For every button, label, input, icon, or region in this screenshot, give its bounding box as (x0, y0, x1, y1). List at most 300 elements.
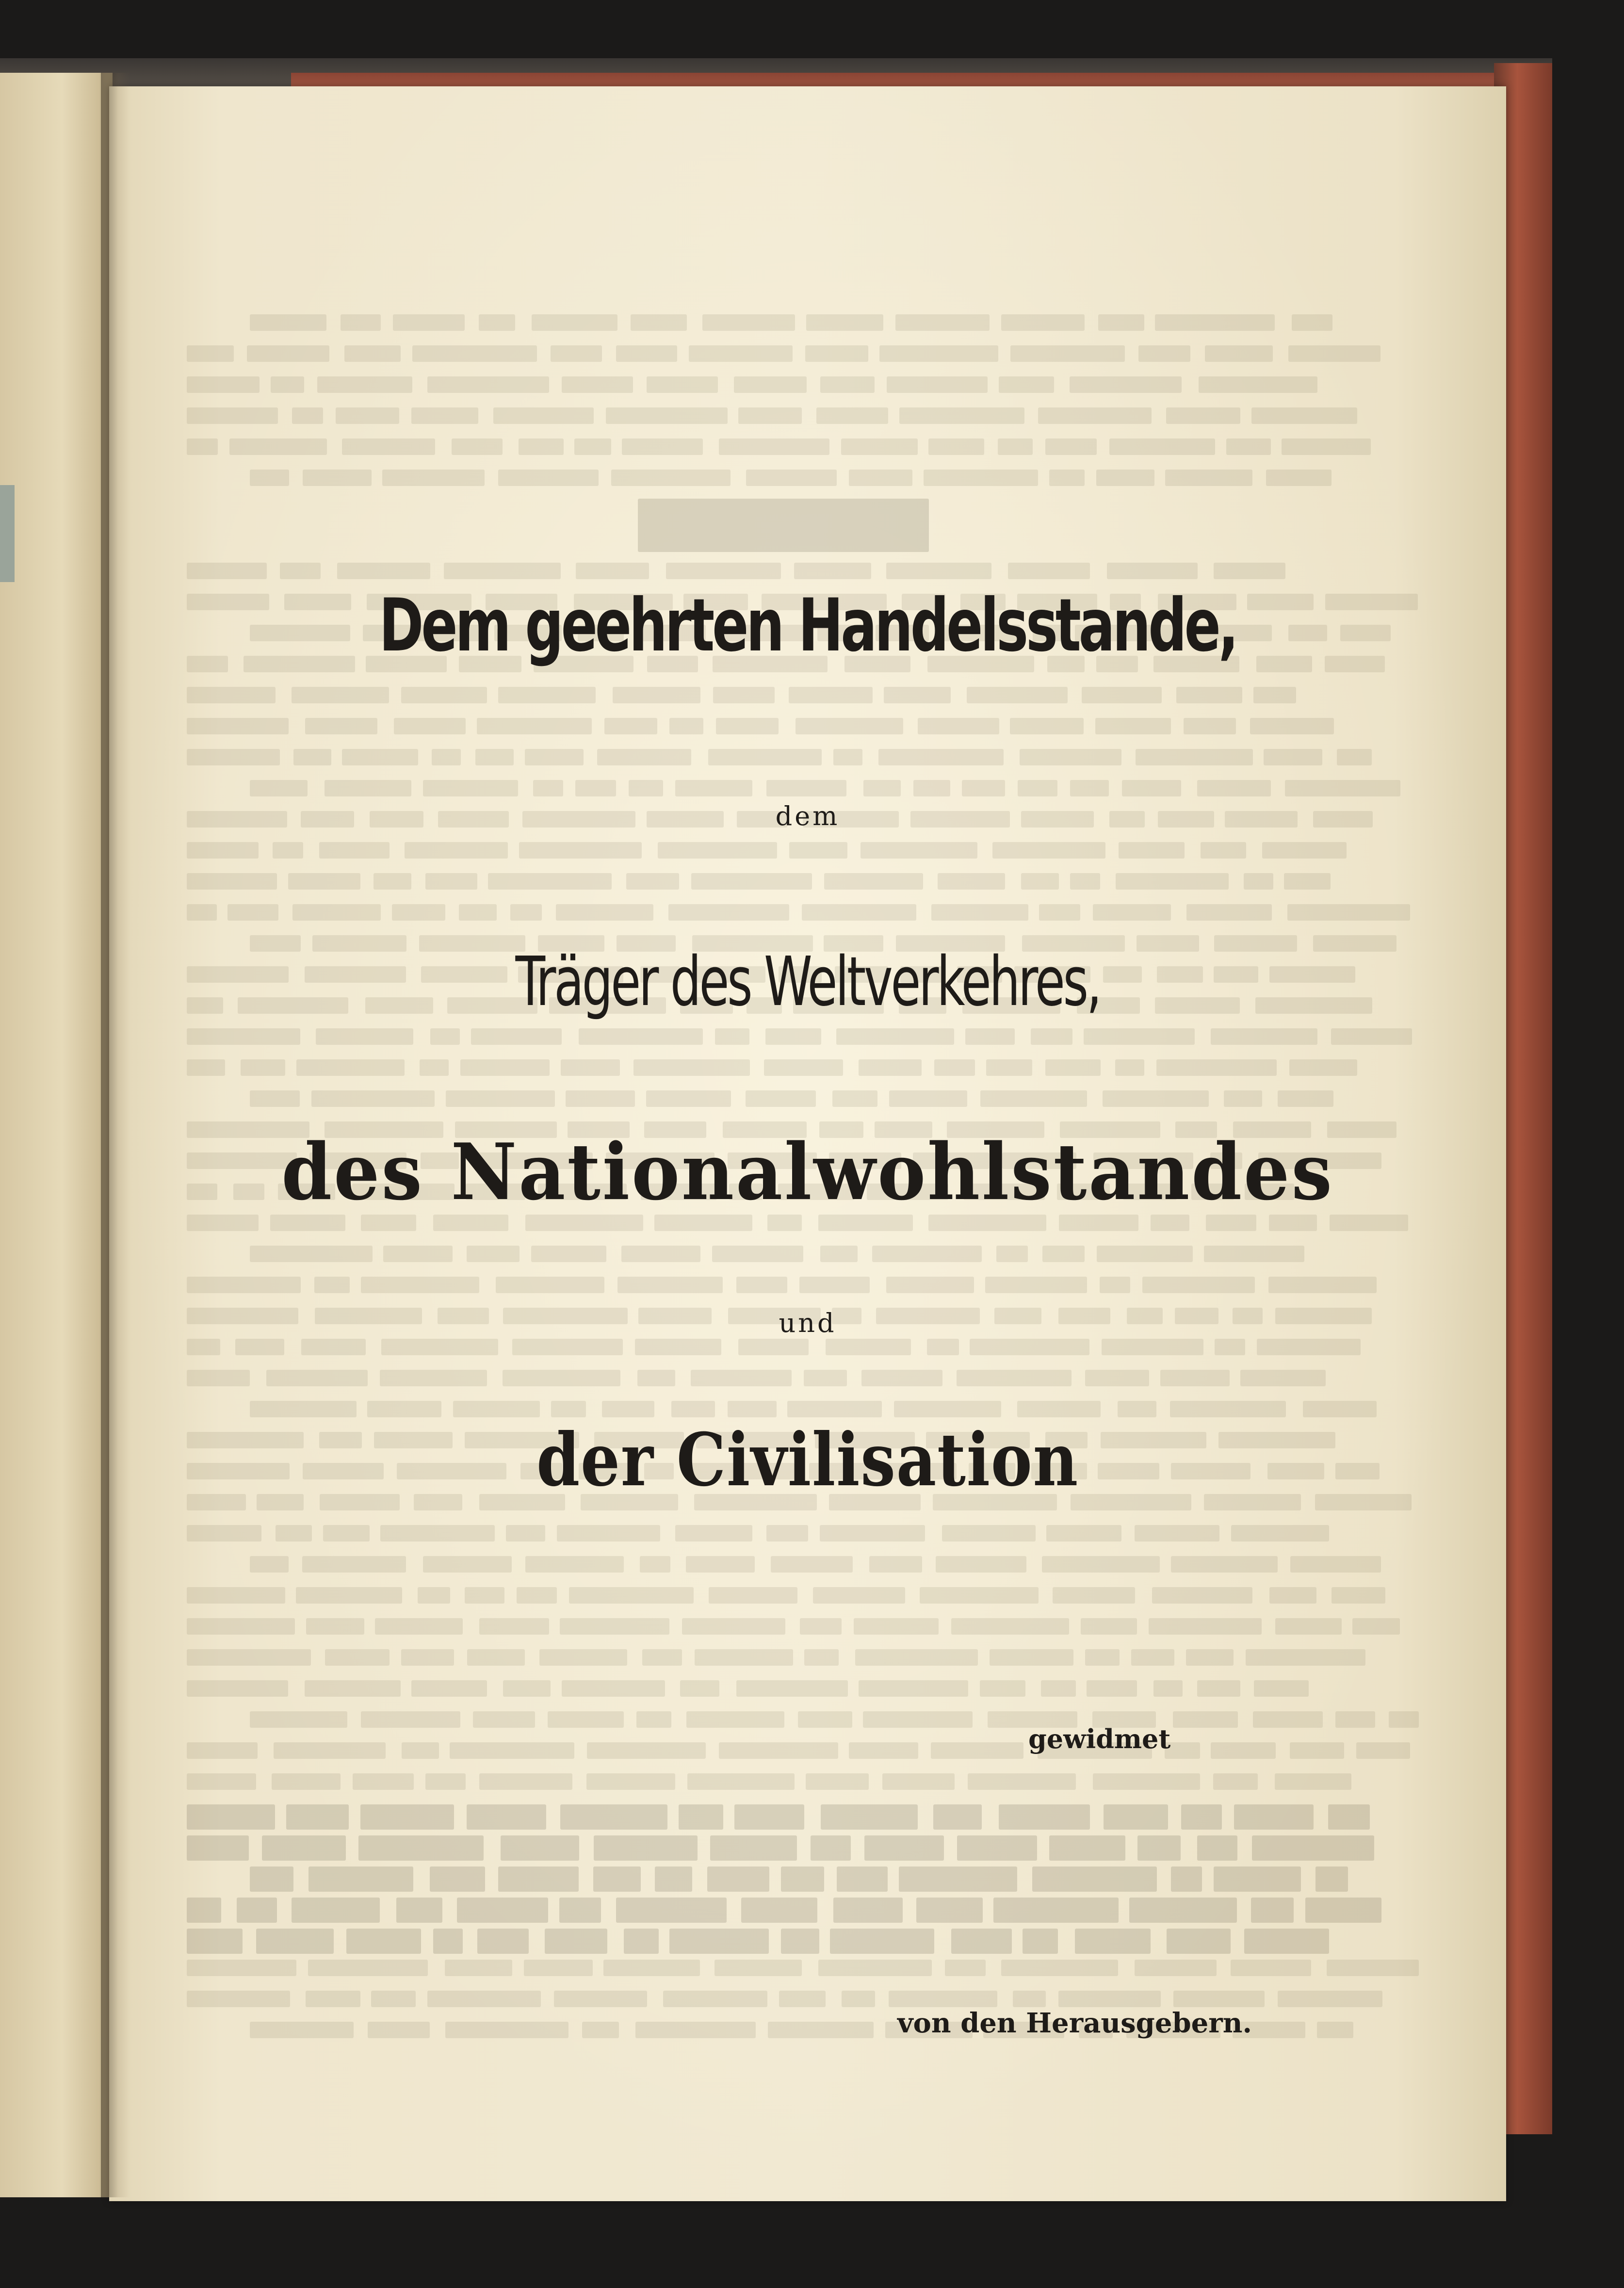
show-through-word (548, 1711, 624, 1728)
show-through-word (1289, 1059, 1357, 1076)
show-through-word (374, 873, 411, 890)
show-through-word (863, 780, 901, 796)
show-through-word (663, 1991, 767, 2007)
show-through-word (457, 1898, 548, 1923)
show-through-word (1082, 687, 1162, 703)
show-through-word (1102, 1339, 1203, 1355)
show-through-word (360, 1804, 454, 1830)
show-through-word (187, 842, 259, 859)
show-through-word (1330, 1215, 1408, 1231)
show-through-word (306, 1618, 364, 1635)
show-through-word (616, 1898, 727, 1923)
show-through-word (1020, 749, 1121, 765)
show-through-word (734, 1804, 804, 1830)
show-through-word (789, 842, 847, 859)
show-through-word (999, 1804, 1090, 1830)
show-through-word (519, 842, 642, 859)
show-through-word (554, 1991, 647, 2007)
show-through-word (680, 1680, 719, 1697)
show-through-word (957, 1370, 1072, 1386)
show-through-word (951, 1618, 1069, 1635)
show-through-word (597, 749, 691, 765)
show-through-word (682, 1618, 785, 1635)
show-through-word (886, 563, 991, 579)
show-through-word (316, 1028, 413, 1045)
show-through-word (533, 780, 563, 796)
show-through-word (412, 345, 537, 362)
show-through-word (1337, 749, 1372, 765)
show-through-word (713, 687, 775, 703)
show-through-word (444, 563, 561, 579)
show-through-word (604, 718, 657, 734)
show-through-word (616, 345, 677, 362)
show-through-word (425, 873, 477, 890)
show-through-word (187, 1773, 256, 1790)
show-through-word (323, 1525, 370, 1542)
show-through-word (187, 1618, 295, 1635)
show-through-word (433, 1929, 463, 1954)
show-through-word (1199, 376, 1317, 393)
show-through-word (556, 904, 653, 921)
show-through-word (738, 407, 802, 424)
show-through-word (187, 407, 278, 424)
show-through-word (798, 1711, 852, 1728)
show-through-word (250, 1711, 347, 1728)
show-through-word (477, 1929, 529, 1954)
show-through-word (576, 563, 649, 579)
facing-page (0, 73, 113, 2197)
show-through-word (256, 1929, 334, 1954)
show-through-word (1104, 1804, 1168, 1830)
show-through-word (250, 1866, 293, 1892)
show-through-word (837, 1866, 888, 1892)
show-through-word (1331, 1028, 1412, 1045)
show-through-word (635, 1339, 721, 1355)
show-through-word (593, 1866, 641, 1892)
show-through-word (587, 1742, 706, 1759)
show-through-word (383, 1246, 453, 1262)
show-through-word (669, 718, 703, 734)
show-through-word (1317, 2022, 1353, 2038)
show-through-word (250, 1090, 300, 1107)
show-through-word (794, 563, 871, 579)
show-through-word (353, 1773, 414, 1790)
show-through-word (806, 1773, 869, 1790)
show-through-word (895, 314, 990, 331)
show-through-word (666, 563, 781, 579)
show-through-word (344, 345, 401, 362)
show-through-word (1122, 780, 1181, 796)
show-through-word (687, 1773, 795, 1790)
show-through-word (503, 1680, 551, 1697)
show-through-word (1070, 780, 1109, 796)
show-through-word (336, 407, 399, 424)
show-through-word (695, 1649, 793, 1666)
show-through-word (562, 1680, 665, 1697)
show-through-word (833, 1898, 903, 1923)
show-through-word (849, 1742, 918, 1759)
show-through-word (525, 749, 584, 765)
show-through-word (942, 1525, 1036, 1542)
show-through-word (394, 718, 466, 734)
show-through-word (306, 1991, 360, 2007)
show-through-word (512, 1339, 623, 1355)
show-through-word (479, 1773, 572, 1790)
show-through-word (496, 1277, 604, 1293)
show-through-word (187, 1804, 275, 1830)
show-through-word (1170, 1401, 1286, 1417)
show-through-word (887, 376, 988, 393)
show-through-word (813, 1587, 905, 1604)
show-through-word (1303, 1401, 1377, 1417)
show-through-word (1042, 1246, 1085, 1262)
show-through-word (235, 1339, 284, 1355)
show-through-word (1100, 1277, 1130, 1293)
show-through-word (1136, 749, 1253, 765)
show-through-word (569, 1587, 694, 1604)
dedication-line-6: der Civilisation (536, 1417, 1079, 1503)
show-through-word (187, 345, 234, 362)
show-through-word (1211, 1742, 1276, 1759)
show-through-word (411, 407, 478, 424)
show-through-word (519, 438, 564, 455)
show-through-word (301, 1339, 366, 1355)
show-through-word (401, 1649, 454, 1666)
show-through-word (646, 1090, 731, 1107)
show-through-word (402, 1742, 439, 1759)
show-through-word (990, 1649, 1073, 1666)
show-through-word (594, 1835, 698, 1861)
show-through-word (779, 1991, 826, 2007)
show-through-word (859, 1680, 968, 1697)
show-through-word (1119, 842, 1185, 859)
show-through-word (479, 1618, 549, 1635)
show-through-word (1095, 718, 1171, 734)
show-through-word (884, 687, 951, 703)
show-through-word (736, 1277, 787, 1293)
show-through-word (1167, 1929, 1231, 1954)
show-through-word (1008, 563, 1090, 579)
show-through-word (227, 904, 278, 921)
show-through-word (709, 1587, 797, 1604)
dedication-line-3: Träger des Weltverkehres, (515, 942, 1100, 1022)
show-through-word (467, 1246, 520, 1262)
show-through-word (1058, 1991, 1161, 2007)
show-through-word (325, 780, 411, 796)
show-through-word (781, 1929, 819, 1954)
show-through-word (1332, 1587, 1385, 1604)
show-through-word (1049, 470, 1085, 486)
show-through-word (1275, 1618, 1342, 1635)
show-through-word (841, 438, 918, 455)
show-through-word (187, 594, 269, 610)
show-through-word (686, 1556, 755, 1573)
show-through-word (1118, 1401, 1156, 1417)
show-through-heading (638, 499, 929, 552)
show-through-word (1186, 904, 1272, 921)
show-through-word (545, 1929, 607, 1954)
show-through-word (551, 345, 602, 362)
show-through-word (445, 2022, 568, 2038)
show-through-word (933, 1804, 982, 1830)
show-through-word (531, 1246, 606, 1262)
show-through-word (237, 1898, 277, 1923)
show-through-word (1251, 407, 1357, 424)
show-through-word (993, 1898, 1119, 1923)
show-through-word (229, 438, 327, 455)
show-through-word (836, 1028, 954, 1045)
show-through-word (501, 1835, 579, 1861)
show-through-word (1087, 1680, 1137, 1697)
show-through-word (689, 345, 793, 362)
show-through-word (1135, 1960, 1217, 1976)
show-through-word (187, 1680, 288, 1697)
show-through-word (967, 687, 1068, 703)
show-through-word (337, 563, 430, 579)
show-through-word (510, 904, 542, 921)
show-through-word (882, 1773, 955, 1790)
show-through-word (861, 1370, 942, 1386)
show-through-word (1013, 1991, 1046, 2007)
show-through-word (525, 1556, 624, 1573)
show-through-word (187, 1898, 221, 1923)
show-through-word (633, 1059, 750, 1076)
show-through-word (288, 873, 360, 890)
show-through-word (1325, 594, 1418, 610)
show-through-word (611, 470, 731, 486)
show-through-word (1252, 1835, 1374, 1861)
show-through-word (1093, 1773, 1200, 1790)
show-through-word (498, 1866, 579, 1892)
show-through-word (1129, 1898, 1237, 1923)
show-through-word (187, 1835, 249, 1861)
show-through-word (292, 1898, 380, 1923)
show-through-word (1231, 1960, 1311, 1976)
dedication-line-2: dem (775, 801, 840, 831)
show-through-word (280, 563, 321, 579)
show-through-word (371, 1991, 416, 2007)
show-through-word (1176, 687, 1242, 703)
show-through-word (187, 1587, 285, 1604)
show-through-word (1253, 687, 1296, 703)
show-through-word (1116, 873, 1229, 890)
show-through-word (1244, 873, 1273, 890)
show-through-word (517, 1587, 557, 1604)
show-through-word (1152, 1587, 1252, 1604)
show-through-word (889, 1090, 967, 1107)
page-tab-marker (0, 485, 15, 582)
show-through-word (498, 687, 596, 703)
show-through-word (849, 470, 912, 486)
show-through-word (1305, 1898, 1381, 1923)
show-through-word (1085, 1370, 1149, 1386)
show-through-word (1171, 1556, 1278, 1573)
show-through-word (303, 470, 372, 486)
show-through-word (629, 780, 663, 796)
show-through-word (1335, 1711, 1375, 1728)
show-through-word (945, 1960, 986, 1976)
show-through-word (1214, 563, 1285, 579)
show-through-word (427, 376, 549, 393)
show-through-word (1081, 1618, 1137, 1635)
show-through-word (1109, 438, 1215, 455)
show-through-word (1231, 1525, 1329, 1542)
show-through-word (913, 780, 950, 796)
show-through-word (574, 438, 611, 455)
show-through-word (889, 1991, 997, 2007)
show-through-word (996, 1246, 1028, 1262)
show-through-word (1211, 1028, 1317, 1045)
show-through-word (380, 1370, 487, 1386)
show-through-word (621, 1246, 700, 1262)
show-through-word (292, 687, 389, 703)
show-through-word (613, 687, 700, 703)
show-through-word (1153, 1680, 1183, 1697)
show-through-word (1213, 1773, 1258, 1790)
show-through-word (765, 1028, 821, 1045)
show-through-word (187, 1991, 290, 2007)
show-through-word (1264, 749, 1322, 765)
show-through-word (375, 1618, 463, 1635)
show-through-word (691, 873, 812, 890)
show-through-word (1226, 438, 1271, 455)
show-through-word (999, 376, 1054, 393)
show-through-word (450, 1742, 574, 1759)
show-through-word (382, 470, 485, 486)
show-through-word (707, 1866, 769, 1892)
show-through-word (582, 2022, 619, 2038)
show-through-word (766, 780, 846, 796)
show-through-word (1084, 1028, 1195, 1045)
show-through-word (342, 749, 418, 765)
show-through-word (1262, 842, 1347, 859)
show-through-word (305, 718, 377, 734)
show-through-word (1184, 718, 1236, 734)
show-through-word (405, 842, 508, 859)
show-through-word (878, 749, 1004, 765)
show-through-word (802, 904, 916, 921)
show-through-word (358, 1835, 484, 1861)
show-through-word (423, 1556, 512, 1573)
show-through-word (766, 1525, 808, 1542)
show-through-word (560, 1618, 669, 1635)
show-through-word (1328, 1804, 1370, 1830)
show-through-word (1278, 1090, 1333, 1107)
show-through-word (842, 1991, 875, 2007)
show-through-word (1240, 1370, 1326, 1386)
show-through-word (1197, 1835, 1237, 1861)
show-through-word (918, 718, 999, 734)
show-through-word (708, 749, 822, 765)
show-through-word (250, 780, 308, 796)
show-through-word (1049, 1835, 1125, 1861)
show-through-word (1251, 1898, 1294, 1923)
show-through-word (736, 1680, 848, 1697)
show-through-word (1250, 718, 1334, 734)
show-through-word (805, 345, 868, 362)
show-through-word (393, 314, 465, 331)
show-through-word (187, 563, 267, 579)
show-through-word (561, 1059, 620, 1076)
show-through-word (506, 1525, 545, 1542)
show-through-word (746, 1090, 816, 1107)
show-through-word (855, 1649, 978, 1666)
show-through-word (250, 470, 289, 486)
show-through-word (617, 1277, 723, 1293)
show-through-word (1155, 314, 1275, 331)
show-through-word (894, 1401, 1001, 1417)
show-through-word (420, 1059, 449, 1076)
show-through-word (826, 1339, 911, 1355)
show-through-word (635, 2022, 756, 2038)
show-through-word (1103, 1090, 1209, 1107)
show-through-word (1023, 1929, 1058, 1954)
show-through-word (272, 1773, 341, 1790)
show-through-word (187, 904, 217, 921)
show-through-word (346, 1929, 421, 1954)
show-through-word (879, 345, 998, 362)
show-through-word (473, 1711, 535, 1728)
show-through-word (296, 1059, 405, 1076)
show-through-word (292, 407, 323, 424)
show-through-word (1032, 1866, 1157, 1892)
show-through-word (1135, 1525, 1219, 1542)
show-through-word (928, 438, 984, 455)
show-through-word (1018, 780, 1057, 796)
show-through-word (716, 718, 779, 734)
show-through-word (1017, 1401, 1101, 1417)
show-through-word (459, 904, 497, 921)
show-through-word (250, 1246, 373, 1262)
show-through-word (1165, 470, 1252, 486)
show-through-word (445, 1960, 512, 1976)
show-through-word (1197, 780, 1271, 796)
show-through-word (985, 1277, 1087, 1293)
show-through-word (430, 1866, 485, 1892)
show-through-word (1266, 470, 1332, 486)
show-through-word (1186, 1649, 1234, 1666)
show-through-word (465, 1587, 504, 1604)
show-through-word (493, 407, 594, 424)
show-through-word (187, 1059, 225, 1076)
show-through-word (924, 470, 1038, 486)
show-through-word (560, 1804, 667, 1830)
show-through-word (575, 780, 616, 796)
show-through-word (864, 1835, 944, 1861)
show-through-word (1269, 1587, 1316, 1604)
show-through-word (1268, 1277, 1377, 1293)
show-through-word (679, 1804, 723, 1830)
show-through-word (418, 1587, 450, 1604)
show-through-word (872, 1246, 982, 1262)
show-through-word (1284, 873, 1331, 890)
book-gutter (101, 73, 130, 2197)
show-through-word (273, 842, 303, 859)
show-through-word (626, 873, 679, 890)
show-through-word (432, 749, 461, 765)
show-through-word (1160, 1370, 1230, 1386)
show-through-word (453, 1401, 540, 1417)
dedication-page (109, 86, 1506, 2201)
show-through-word (1039, 904, 1080, 921)
show-through-word (787, 1401, 882, 1417)
show-through-word (1340, 625, 1391, 641)
show-through-word (250, 314, 326, 331)
show-through-word (986, 1059, 1032, 1076)
show-through-word (187, 749, 280, 765)
show-through-word (859, 1059, 922, 1076)
show-through-word (1325, 656, 1385, 672)
